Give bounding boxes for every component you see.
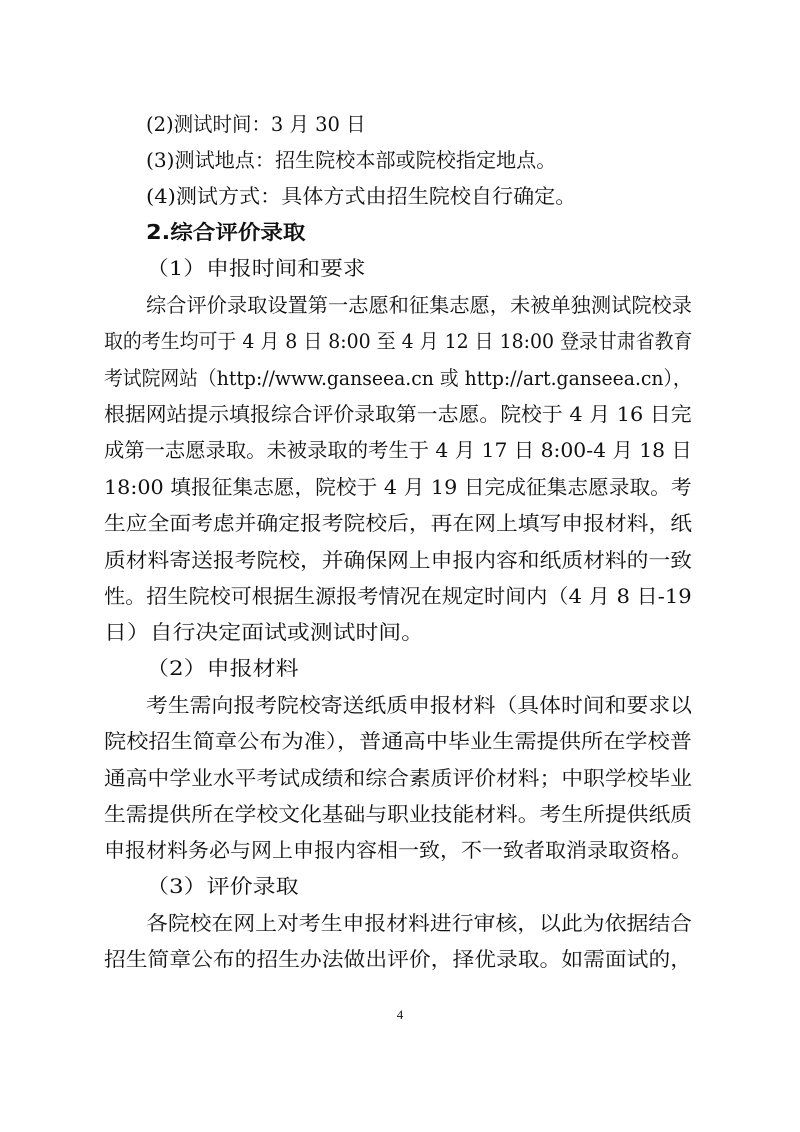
paragraph-line: 性。招生院校可根据生源报考情况在规定时间内（4 月 8 日-19 [104,584,692,608]
paragraph-line: 取的考生均可于 4 月 8 日 8:00 至 4 月 12 日 18:00 登录甘肃省教育 [104,329,693,353]
paragraph-line: 申报材料务必与网上申报内容相一致，不一致者取消录取资格。 [104,838,692,862]
paragraph-line: 生应全面考虑并确定报考院校后，再在网上填写申报材料，纸 [104,511,693,535]
paragraph-line: 各院校在网上对考生申报材料进行审核，以此为依据结合 [146,911,692,935]
paragraph-line: 通高中学业水平考试成绩和综合素质评价材料；中职学校毕业 [104,766,693,790]
paragraph-line: 成第一志愿录取。未被录取的考生于 4 月 17 日 8:00-4 月 18 日 [104,438,692,462]
page-number: 4 [396,1007,404,1022]
paragraph-line: 院校招生简章公布为准），普通高中毕业生需提供所在学校普 [104,729,692,753]
paragraph-line: 根据网站提示填报综合评价录取第一志愿。院校于 4 月 16 日完 [104,402,692,426]
subheading-evaluation-admission: （3）评价录取 [146,874,299,898]
text-line-test-time: (2)测试时间：3 月 30 日 [146,112,366,136]
paragraph-line: 质材料寄送报考院校，并确保网上申报内容和纸质材料的一致 [104,548,693,572]
paragraph-line: 18:00 填报征集志愿，院校于 4 月 19 日完成征集志愿录取。考 [104,475,692,499]
paragraph-line: 日）自行决定面试或测试时间。 [104,620,425,644]
paragraph-line: 综合评价录取设置第一志愿和征集志愿，未被单独测试院校录 [146,293,692,317]
paragraph-line: 生需提供所在学校文化基础与职业技能材料。考生所提供纸质 [104,802,693,826]
section-heading-comprehensive-evaluation: 2.综合评价录取 [146,220,306,244]
paragraph-line: 考生需向报考院校寄送纸质申报材料（具体时间和要求以 [146,693,692,717]
subheading-application-time: （1）申报时间和要求 [146,256,366,280]
text-line-test-method: (4)测试方式：具体方式由招生院校自行确定。 [146,184,577,208]
text-line-test-location: (3)测试地点：招生院校本部或院校指定地点。 [146,148,557,172]
paragraph-line: 招生简章公布的招生办法做出评价，择优录取。如需面试的， [104,947,693,971]
subheading-application-materials: （2）申报材料 [146,656,299,680]
paragraph-line: 考试院网站（http://www.ganseea.cn 或 http://art.ganseea.cn）， [104,366,692,390]
